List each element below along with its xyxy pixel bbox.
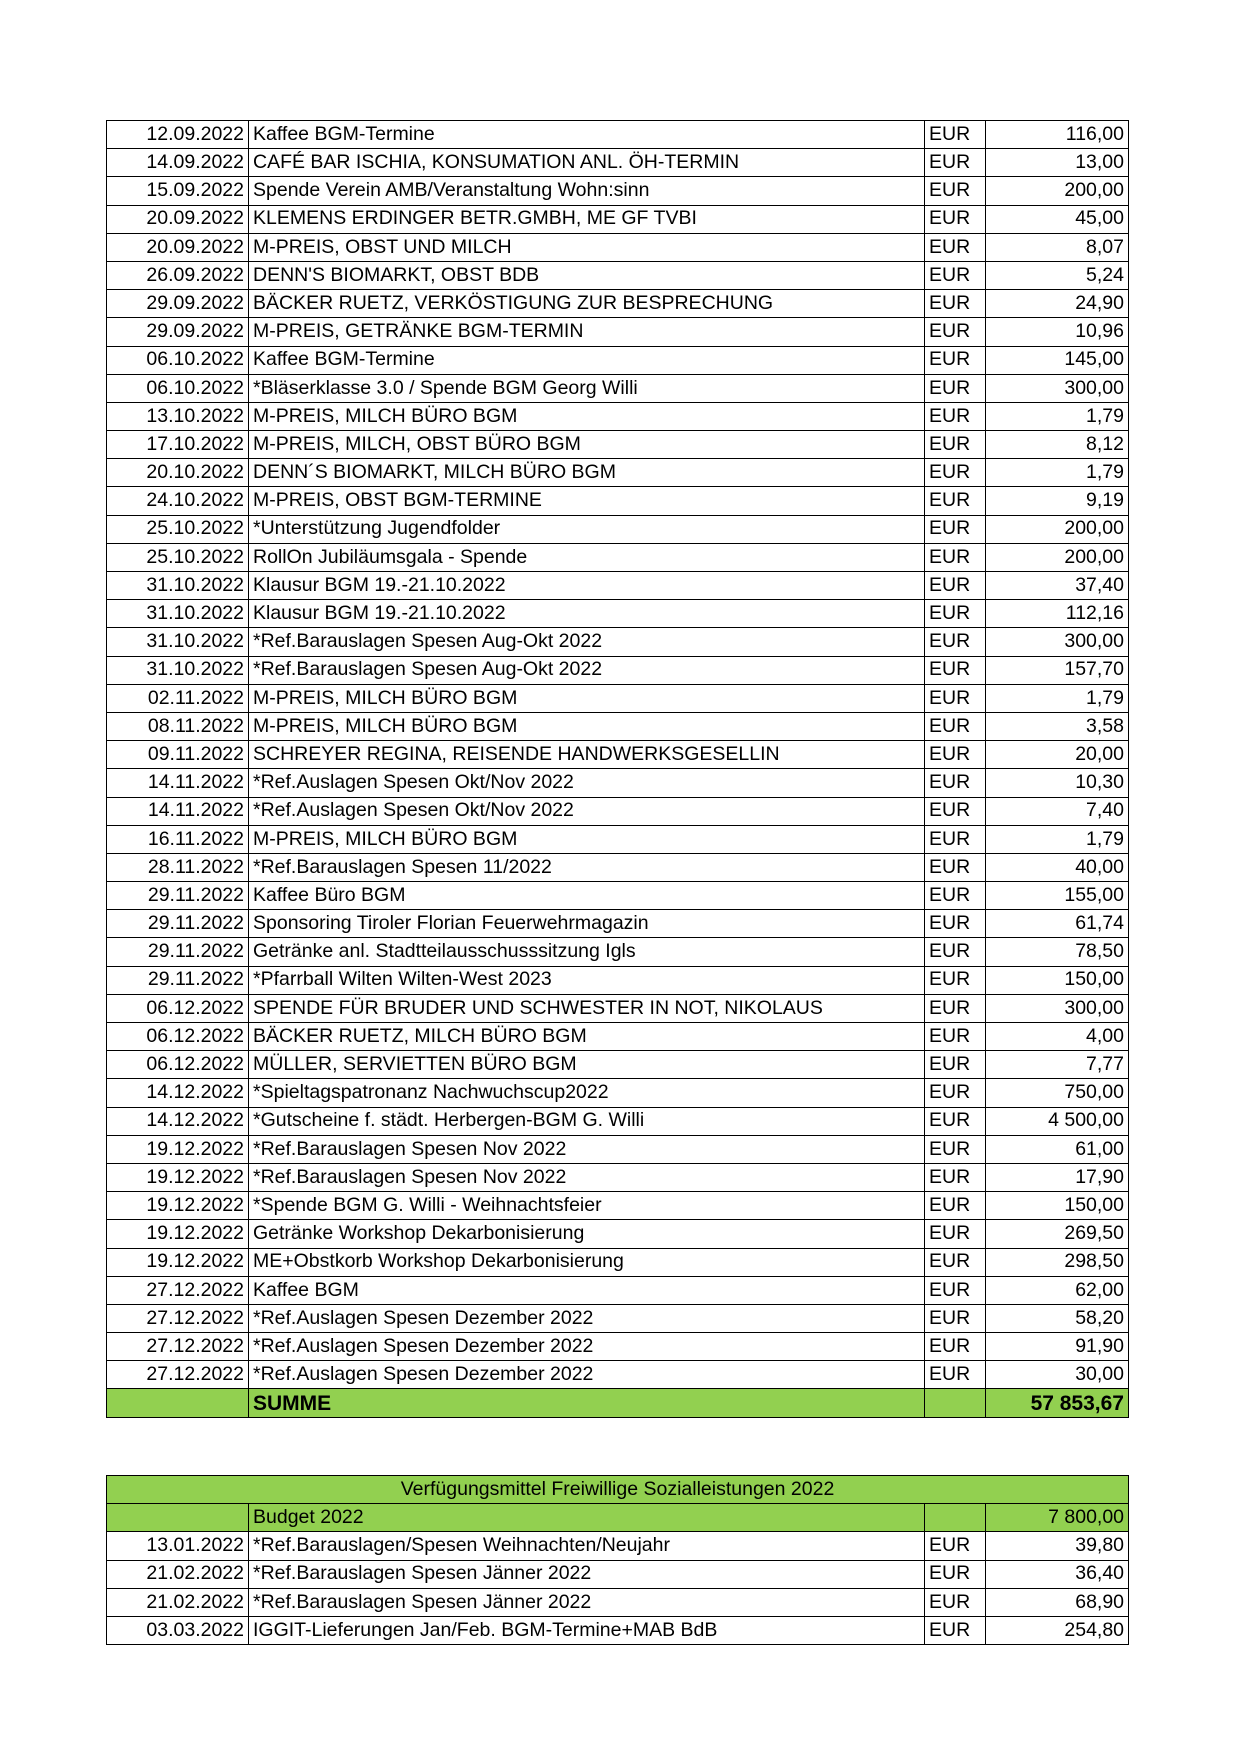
- description-cell: *Spieltagspatronanz Nachwuchscup2022: [249, 1079, 925, 1107]
- description-cell: *Ref.Barauslagen Spesen Nov 2022: [249, 1163, 925, 1191]
- currency-cell: EUR: [925, 1107, 986, 1135]
- currency-cell: EUR: [925, 1304, 986, 1332]
- currency-cell: EUR: [925, 712, 986, 740]
- date-cell: 15.09.2022: [107, 177, 249, 205]
- date-cell: 29.11.2022: [107, 910, 249, 938]
- description-cell: Kaffee Büro BGM: [249, 882, 925, 910]
- date-cell: 29.09.2022: [107, 290, 249, 318]
- description-cell: *Ref.Auslagen Spesen Dezember 2022: [249, 1333, 925, 1361]
- currency-cell: EUR: [925, 1220, 986, 1248]
- date-cell: 02.11.2022: [107, 684, 249, 712]
- description-cell: SCHREYER REGINA, REISENDE HANDWERKSGESELLIN: [249, 741, 925, 769]
- table-row: [107, 1163, 1129, 1191]
- social-benefits-table: [106, 1475, 1129, 1645]
- description-cell: Sponsoring Tiroler Florian Feuerwehrmagazin: [249, 910, 925, 938]
- description-cell: Kaffee BGM-Termine: [249, 346, 925, 374]
- amount-cell: 10,30: [986, 769, 1129, 797]
- currency-cell: EUR: [925, 853, 986, 881]
- description-cell: *Ref.Auslagen Spesen Dezember 2022: [249, 1361, 925, 1389]
- currency-cell: EUR: [925, 769, 986, 797]
- date-cell: 26.09.2022: [107, 261, 249, 289]
- date-cell: 13.01.2022: [107, 1532, 249, 1560]
- date-cell: 12.09.2022: [107, 121, 249, 149]
- description-cell: *Ref.Auslagen Spesen Okt/Nov 2022: [249, 797, 925, 825]
- currency-cell: EUR: [925, 741, 986, 769]
- date-cell: 29.11.2022: [107, 938, 249, 966]
- table-row: [107, 543, 1129, 571]
- table-row: [107, 656, 1129, 684]
- currency-cell: EUR: [925, 1532, 986, 1560]
- amount-cell: 62,00: [986, 1276, 1129, 1304]
- date-cell: 28.11.2022: [107, 853, 249, 881]
- description-cell: *Ref.Barauslagen Spesen Jänner 2022: [249, 1560, 925, 1588]
- currency-cell: EUR: [925, 121, 986, 149]
- currency-cell: EUR: [925, 1361, 986, 1389]
- amount-cell: 68,90: [986, 1588, 1129, 1616]
- description-cell: M-PREIS, GETRÄNKE BGM-TERMIN: [249, 318, 925, 346]
- currency-cell: EUR: [925, 1560, 986, 1588]
- table-row: [107, 853, 1129, 881]
- amount-cell: 145,00: [986, 346, 1129, 374]
- currency-cell: EUR: [925, 1616, 986, 1644]
- amount-cell: 39,80: [986, 1532, 1129, 1560]
- description-cell: DENN´S BIOMARKT, MILCH BÜRO BGM: [249, 459, 925, 487]
- table-row: [107, 1304, 1129, 1332]
- table-row: [107, 882, 1129, 910]
- table-row: [107, 600, 1129, 628]
- amount-cell: 37,40: [986, 572, 1129, 600]
- table-row: [107, 205, 1129, 233]
- currency-cell: EUR: [925, 966, 986, 994]
- currency-cell: EUR: [925, 261, 986, 289]
- description-cell: M-PREIS, MILCH, OBST BÜRO BGM: [249, 431, 925, 459]
- date-cell: 21.02.2022: [107, 1588, 249, 1616]
- currency-cell: EUR: [925, 402, 986, 430]
- amount-cell: 200,00: [986, 543, 1129, 571]
- social-table-body: [107, 1476, 1129, 1645]
- description-cell: *Ref.Barauslagen Spesen Aug-Okt 2022: [249, 628, 925, 656]
- table-row: [107, 1361, 1129, 1389]
- amount-cell: 91,90: [986, 1333, 1129, 1361]
- currency-cell: EUR: [925, 149, 986, 177]
- currency-cell: EUR: [925, 938, 986, 966]
- currency-cell: EUR: [925, 515, 986, 543]
- currency-cell: EUR: [925, 656, 986, 684]
- description-cell: *Ref.Auslagen Spesen Dezember 2022: [249, 1304, 925, 1332]
- currency-cell: EUR: [925, 572, 986, 600]
- description-cell: *Spende BGM G. Willi - Weihnachtsfeier: [249, 1192, 925, 1220]
- amount-cell: 112,16: [986, 600, 1129, 628]
- amount-cell: 36,40: [986, 1560, 1129, 1588]
- currency-cell: EUR: [925, 1135, 986, 1163]
- currency-cell: EUR: [925, 290, 986, 318]
- table-row: [107, 318, 1129, 346]
- date-cell: 31.10.2022: [107, 572, 249, 600]
- date-cell: 20.09.2022: [107, 233, 249, 261]
- description-cell: RollOn Jubiläumsgala - Spende: [249, 543, 925, 571]
- date-cell: 06.10.2022: [107, 346, 249, 374]
- total-label: SUMME: [249, 1389, 925, 1417]
- description-cell: *Unterstützung Jugendfolder: [249, 515, 925, 543]
- table-row: [107, 825, 1129, 853]
- amount-cell: 150,00: [986, 966, 1129, 994]
- amount-cell: 20,00: [986, 741, 1129, 769]
- expense-table: [106, 120, 1129, 1418]
- table-row: [107, 1107, 1129, 1135]
- table-row: [107, 290, 1129, 318]
- amount-cell: 150,00: [986, 1192, 1129, 1220]
- amount-cell: 269,50: [986, 1220, 1129, 1248]
- date-cell: 19.12.2022: [107, 1163, 249, 1191]
- amount-cell: 78,50: [986, 938, 1129, 966]
- table-row: [107, 938, 1129, 966]
- section-title-row: [107, 1476, 1129, 1504]
- description-cell: M-PREIS, OBST UND MILCH: [249, 233, 925, 261]
- table-row: [107, 374, 1129, 402]
- currency-cell: EUR: [925, 487, 986, 515]
- date-cell: 14.11.2022: [107, 797, 249, 825]
- table-row: [107, 487, 1129, 515]
- amount-cell: 13,00: [986, 149, 1129, 177]
- amount-cell: 9,19: [986, 487, 1129, 515]
- table-row: [107, 121, 1129, 149]
- table-row: [107, 1135, 1129, 1163]
- total-date-cell: [107, 1389, 249, 1417]
- description-cell: Spende Verein AMB/Veranstaltung Wohn:sinn: [249, 177, 925, 205]
- date-cell: 14.12.2022: [107, 1107, 249, 1135]
- amount-cell: 24,90: [986, 290, 1129, 318]
- expense-table-body: [107, 121, 1129, 1418]
- currency-cell: EUR: [925, 1276, 986, 1304]
- date-cell: 09.11.2022: [107, 741, 249, 769]
- description-cell: *Pfarrball Wilten Wilten-West 2023: [249, 966, 925, 994]
- description-cell: Klausur BGM 19.-21.10.2022: [249, 600, 925, 628]
- date-cell: 24.10.2022: [107, 487, 249, 515]
- currency-cell: EUR: [925, 543, 986, 571]
- date-cell: 16.11.2022: [107, 825, 249, 853]
- currency-cell: EUR: [925, 628, 986, 656]
- description-cell: Getränke Workshop Dekarbonisierung: [249, 1220, 925, 1248]
- table-row: [107, 1276, 1129, 1304]
- currency-cell: EUR: [925, 318, 986, 346]
- description-cell: CAFÉ BAR ISCHIA, KONSUMATION ANL. ÖH-TERMIN: [249, 149, 925, 177]
- currency-cell: EUR: [925, 994, 986, 1022]
- currency-cell: EUR: [925, 910, 986, 938]
- table-row: [107, 402, 1129, 430]
- amount-cell: 1,79: [986, 684, 1129, 712]
- table-row: [107, 1532, 1129, 1560]
- table-row: [107, 1616, 1129, 1644]
- budget-currency-cell: [925, 1504, 986, 1532]
- date-cell: 29.09.2022: [107, 318, 249, 346]
- table-row: [107, 741, 1129, 769]
- table-row: [107, 149, 1129, 177]
- currency-cell: EUR: [925, 374, 986, 402]
- section-title: Verfügungsmittel Freiwillige Sozialleistungen 2022: [107, 1476, 1129, 1504]
- date-cell: 17.10.2022: [107, 431, 249, 459]
- description-cell: *Ref.Barauslagen Spesen Aug-Okt 2022: [249, 656, 925, 684]
- description-cell: *Gutscheine f. städt. Herbergen-BGM G. Willi: [249, 1107, 925, 1135]
- amount-cell: 30,00: [986, 1361, 1129, 1389]
- amount-cell: 300,00: [986, 628, 1129, 656]
- currency-cell: EUR: [925, 797, 986, 825]
- amount-cell: 40,00: [986, 853, 1129, 881]
- description-cell: M-PREIS, OBST BGM-TERMINE: [249, 487, 925, 515]
- description-cell: Getränke anl. Stadtteilausschusssitzung Igls: [249, 938, 925, 966]
- table-row: [107, 1588, 1129, 1616]
- budget-row: [107, 1504, 1129, 1532]
- table-row: [107, 1248, 1129, 1276]
- date-cell: 29.11.2022: [107, 966, 249, 994]
- date-cell: 20.09.2022: [107, 205, 249, 233]
- description-cell: Klausur BGM 19.-21.10.2022: [249, 572, 925, 600]
- date-cell: 27.12.2022: [107, 1276, 249, 1304]
- amount-cell: 298,50: [986, 1248, 1129, 1276]
- table-row: [107, 628, 1129, 656]
- date-cell: 14.11.2022: [107, 769, 249, 797]
- amount-cell: 45,00: [986, 205, 1129, 233]
- amount-cell: 8,07: [986, 233, 1129, 261]
- table-row: [107, 712, 1129, 740]
- table-row: [107, 684, 1129, 712]
- date-cell: 31.10.2022: [107, 628, 249, 656]
- table-row: [107, 459, 1129, 487]
- table-row: [107, 261, 1129, 289]
- description-cell: MÜLLER, SERVIETTEN BÜRO BGM: [249, 1051, 925, 1079]
- budget-date-cell: [107, 1504, 249, 1532]
- amount-cell: 200,00: [986, 515, 1129, 543]
- description-cell: *Ref.Barauslagen/Spesen Weihnachten/Neujahr: [249, 1532, 925, 1560]
- description-cell: Kaffee BGM-Termine: [249, 121, 925, 149]
- total-row: [107, 1389, 1129, 1417]
- amount-cell: 750,00: [986, 1079, 1129, 1107]
- description-cell: SPENDE FÜR BRUDER UND SCHWESTER IN NOT, NIKOLAUS: [249, 994, 925, 1022]
- total-currency-cell: [925, 1389, 986, 1417]
- currency-cell: EUR: [925, 205, 986, 233]
- table-row: [107, 797, 1129, 825]
- date-cell: 19.12.2022: [107, 1248, 249, 1276]
- currency-cell: EUR: [925, 1248, 986, 1276]
- amount-cell: 300,00: [986, 994, 1129, 1022]
- currency-cell: EUR: [925, 825, 986, 853]
- currency-cell: EUR: [925, 177, 986, 205]
- description-cell: *Ref.Auslagen Spesen Okt/Nov 2022: [249, 769, 925, 797]
- currency-cell: EUR: [925, 1051, 986, 1079]
- amount-cell: 116,00: [986, 121, 1129, 149]
- description-cell: M-PREIS, MILCH BÜRO BGM: [249, 402, 925, 430]
- description-cell: BÄCKER RUETZ, MILCH BÜRO BGM: [249, 1023, 925, 1051]
- currency-cell: EUR: [925, 1163, 986, 1191]
- amount-cell: 7,40: [986, 797, 1129, 825]
- table-row: [107, 1079, 1129, 1107]
- currency-cell: EUR: [925, 882, 986, 910]
- table-row: [107, 515, 1129, 543]
- table-row: [107, 1220, 1129, 1248]
- table-row: [107, 966, 1129, 994]
- date-cell: 08.11.2022: [107, 712, 249, 740]
- amount-cell: 1,79: [986, 459, 1129, 487]
- amount-cell: 61,00: [986, 1135, 1129, 1163]
- amount-cell: 4,00: [986, 1023, 1129, 1051]
- amount-cell: 1,79: [986, 825, 1129, 853]
- amount-cell: 157,70: [986, 656, 1129, 684]
- description-cell: M-PREIS, MILCH BÜRO BGM: [249, 712, 925, 740]
- date-cell: 27.12.2022: [107, 1361, 249, 1389]
- total-amount: 57 853,67: [986, 1389, 1129, 1417]
- currency-cell: EUR: [925, 684, 986, 712]
- currency-cell: EUR: [925, 346, 986, 374]
- amount-cell: 4 500,00: [986, 1107, 1129, 1135]
- table-row: [107, 1333, 1129, 1361]
- table-row: [107, 1560, 1129, 1588]
- description-cell: BÄCKER RUETZ, VERKÖSTIGUNG ZUR BESPRECHUNG: [249, 290, 925, 318]
- budget-label: Budget 2022: [249, 1504, 925, 1532]
- currency-cell: EUR: [925, 1192, 986, 1220]
- table-row: [107, 769, 1129, 797]
- description-cell: KLEMENS ERDINGER BETR.GMBH, ME GF TVBI: [249, 205, 925, 233]
- amount-cell: 61,74: [986, 910, 1129, 938]
- table-row: [107, 994, 1129, 1022]
- description-cell: ME+Obstkorb Workshop Dekarbonisierung: [249, 1248, 925, 1276]
- date-cell: 21.02.2022: [107, 1560, 249, 1588]
- date-cell: 03.03.2022: [107, 1616, 249, 1644]
- description-cell: M-PREIS, MILCH BÜRO BGM: [249, 825, 925, 853]
- date-cell: 19.12.2022: [107, 1135, 249, 1163]
- table-row: [107, 1051, 1129, 1079]
- amount-cell: 200,00: [986, 177, 1129, 205]
- date-cell: 27.12.2022: [107, 1304, 249, 1332]
- amount-cell: 17,90: [986, 1163, 1129, 1191]
- table-row: [107, 1192, 1129, 1220]
- description-cell: DENN'S BIOMARKT, OBST BDB: [249, 261, 925, 289]
- date-cell: 06.12.2022: [107, 1023, 249, 1051]
- currency-cell: EUR: [925, 1079, 986, 1107]
- date-cell: 27.12.2022: [107, 1333, 249, 1361]
- amount-cell: 155,00: [986, 882, 1129, 910]
- table-row: [107, 910, 1129, 938]
- amount-cell: 5,24: [986, 261, 1129, 289]
- date-cell: 06.10.2022: [107, 374, 249, 402]
- description-cell: IGGIT-Lieferungen Jan/Feb. BGM-Termine+MAB BdB: [249, 1616, 925, 1644]
- date-cell: 06.12.2022: [107, 1051, 249, 1079]
- date-cell: 19.12.2022: [107, 1192, 249, 1220]
- currency-cell: EUR: [925, 431, 986, 459]
- amount-cell: 10,96: [986, 318, 1129, 346]
- table-row: [107, 346, 1129, 374]
- amount-cell: 300,00: [986, 374, 1129, 402]
- currency-cell: EUR: [925, 233, 986, 261]
- description-cell: Kaffee BGM: [249, 1276, 925, 1304]
- amount-cell: 7,77: [986, 1051, 1129, 1079]
- currency-cell: EUR: [925, 459, 986, 487]
- date-cell: 31.10.2022: [107, 600, 249, 628]
- description-cell: *Ref.Barauslagen Spesen 11/2022: [249, 853, 925, 881]
- description-cell: *Ref.Barauslagen Spesen Nov 2022: [249, 1135, 925, 1163]
- date-cell: 25.10.2022: [107, 515, 249, 543]
- description-cell: *Ref.Barauslagen Spesen Jänner 2022: [249, 1588, 925, 1616]
- date-cell: 14.12.2022: [107, 1079, 249, 1107]
- currency-cell: EUR: [925, 1588, 986, 1616]
- date-cell: 06.12.2022: [107, 994, 249, 1022]
- date-cell: 20.10.2022: [107, 459, 249, 487]
- date-cell: 25.10.2022: [107, 543, 249, 571]
- date-cell: 19.12.2022: [107, 1220, 249, 1248]
- table-row: [107, 572, 1129, 600]
- description-cell: *Bläserklasse 3.0 / Spende BGM Georg Willi: [249, 374, 925, 402]
- date-cell: 13.10.2022: [107, 402, 249, 430]
- amount-cell: 1,79: [986, 402, 1129, 430]
- table-row: [107, 177, 1129, 205]
- amount-cell: 58,20: [986, 1304, 1129, 1332]
- currency-cell: EUR: [925, 1023, 986, 1051]
- amount-cell: 3,58: [986, 712, 1129, 740]
- currency-cell: EUR: [925, 600, 986, 628]
- date-cell: 31.10.2022: [107, 656, 249, 684]
- currency-cell: EUR: [925, 1333, 986, 1361]
- description-cell: M-PREIS, MILCH BÜRO BGM: [249, 684, 925, 712]
- table-row: [107, 431, 1129, 459]
- date-cell: 29.11.2022: [107, 882, 249, 910]
- budget-amount: 7 800,00: [986, 1504, 1129, 1532]
- amount-cell: 254,80: [986, 1616, 1129, 1644]
- date-cell: 14.09.2022: [107, 149, 249, 177]
- table-row: [107, 233, 1129, 261]
- table-row: [107, 1023, 1129, 1051]
- amount-cell: 8,12: [986, 431, 1129, 459]
